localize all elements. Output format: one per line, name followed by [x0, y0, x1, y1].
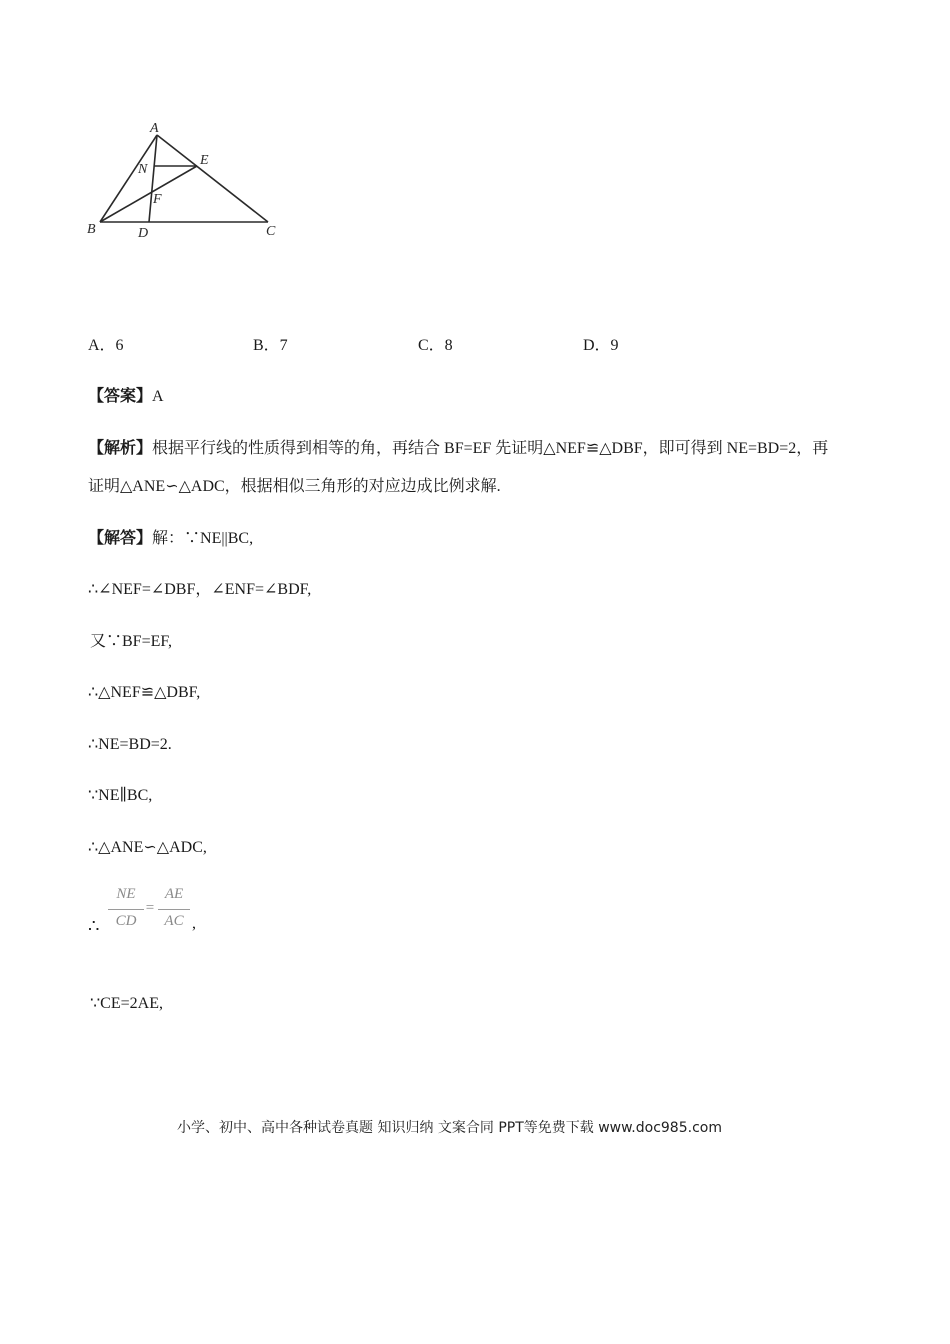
- solution-step-3: ∴△NEF≌△DBF,: [88, 684, 201, 701]
- analysis-tag: 【解析】: [88, 440, 153, 457]
- segment-ac: [157, 135, 268, 222]
- fraction-right-numerator: AE: [164, 886, 184, 902]
- label-c: C: [266, 224, 276, 239]
- option-c: C．8: [418, 337, 453, 354]
- solution-intro: 解：∵NE||BC,: [152, 530, 254, 547]
- solution-step-6: ∴△ANE∽△ADC,: [88, 839, 207, 856]
- fraction-prefix: ∴: [88, 916, 100, 936]
- triangle-figure: [80, 115, 290, 245]
- fraction-left-denominator: CD: [115, 913, 137, 929]
- segment-be: [100, 166, 197, 222]
- answer-value: A: [152, 388, 164, 405]
- solution-step-1: ∴∠NEF=∠DBF，∠ENF=∠BDF,: [88, 581, 312, 598]
- fraction-suffix: ,: [192, 915, 196, 932]
- analysis-line-2: 证明△ANE∽△ADC，根据相似三角形的对应边成比例求解.: [88, 478, 501, 495]
- fraction-left-numerator: NE: [116, 886, 136, 902]
- solution-intro-line: [88, 529, 253, 549]
- segment-ab: [100, 135, 157, 222]
- fraction-right-bar: [158, 909, 190, 910]
- fraction-right-denominator: AC: [164, 913, 184, 929]
- solution-tag: 【解答】: [88, 530, 153, 547]
- solution-step-5: ∵NE∥BC,: [88, 787, 153, 804]
- label-b: B: [87, 222, 96, 237]
- label-d: D: [138, 226, 149, 241]
- option-a: A．6: [88, 337, 124, 354]
- fraction-equals: =: [145, 900, 155, 916]
- label-e: E: [200, 153, 209, 168]
- solution-step-4: ∴NE=BD=2.: [88, 736, 172, 753]
- answer-line: [88, 387, 164, 407]
- solution-last-step: ∵CE=2AE,: [90, 995, 163, 1012]
- page-footer: 小学、初中、高中各种试卷真题 知识归纳 文案合同 PPT等免费下载 www.doc985.com: [177, 1120, 722, 1136]
- analysis-line-1: [88, 439, 828, 459]
- label-f: F: [153, 192, 162, 207]
- analysis-text-1: 根据平行线的性质得到相等的角，再结合 BF=EF 先证明△NEF≌△DBF，即可得到 NE=BD=2，再: [152, 440, 829, 457]
- label-a: A: [150, 121, 159, 136]
- solution-step-2: 又∵BF=EF,: [90, 633, 172, 650]
- option-d: D．9: [583, 337, 619, 354]
- segment-ad: [149, 135, 157, 222]
- fraction-left-bar: [108, 909, 144, 910]
- option-b: B．7: [253, 337, 288, 354]
- answer-tag: 【答案】: [88, 388, 153, 405]
- label-n: N: [138, 162, 148, 177]
